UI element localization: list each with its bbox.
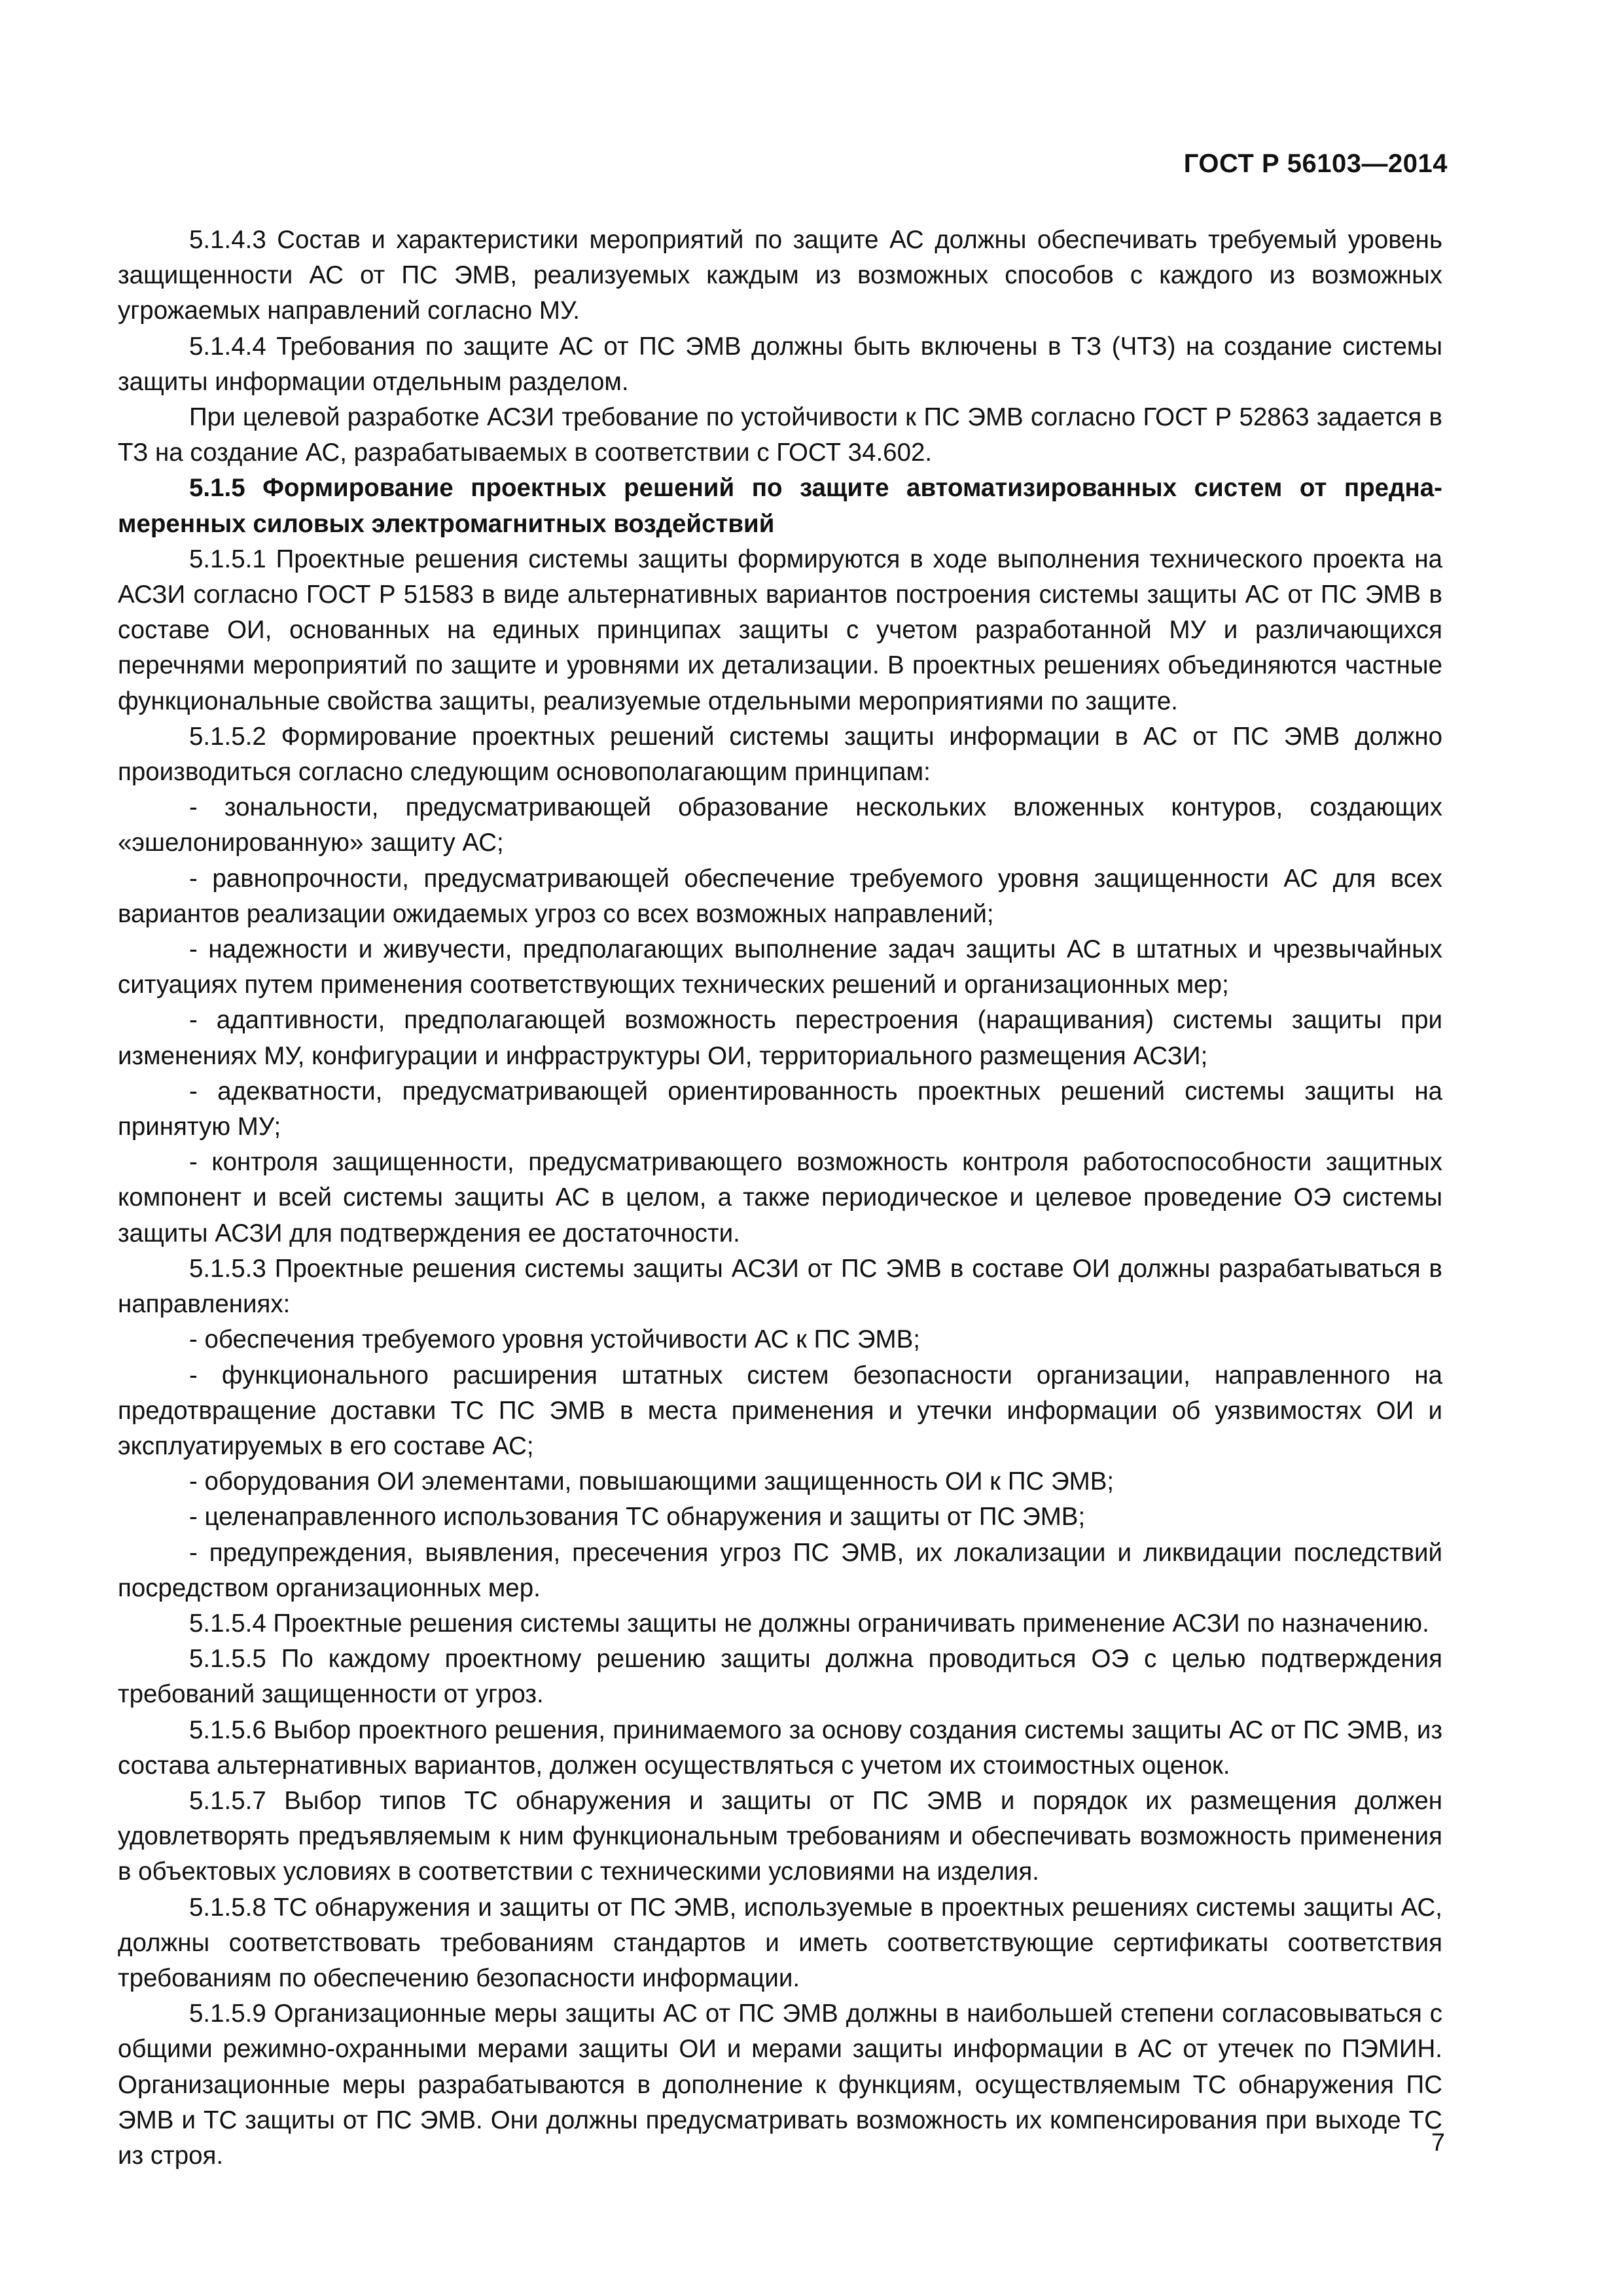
list-item-security-control: - контроля защищенности, предусматривающего возможность контроля работоспособности защитных компонент и всей системы защиты АС в целом, а также периодическое и целевое проведение ОЭ системы защиты АСЗИ для подтверждения ее достаточности. [118, 1148, 1442, 1247]
list-item-prevention: - предупреждения, выявления, пресечения угроз ПС ЭМВ, их локализации и ликвидации последствий посредством организационных мер. [118, 1538, 1442, 1602]
list-item-stability-level: - обеспечения требуемого уровня устойчивости АС к ПС ЭМВ; [189, 1325, 920, 1354]
paragraph-5-1-5-3: 5.1.5.3 Проектные решения системы защиты АСЗИ от ПС ЭМВ в составе ОИ должны разрабатываться в направлениях: [118, 1254, 1442, 1319]
list-item-reliability: - надежности и живучести, предполагающих выполнение задач защиты АС в штатных и чрезвычайных ситуациях путем применения соответствующих технических решений и организационных мер; [118, 935, 1442, 999]
list-item-adaptivity: - адаптивности, предполагающей возможность перестроения (наращивания) системы защиты при изменениях МУ, конфигурации и инфраструктуры ОИ, территориального размещения АСЗИ; [118, 1006, 1442, 1070]
paragraph-5-1-5-1: 5.1.5.1 Проектные решения системы защиты формируются в ходе выполнения технического проекта на АСЗИ согласно ГОСТ Р 51583 в виде альтернативных вариантов построения системы защиты АС от ПС ЭМВ в составе ОИ, основанных на единых принципах защиты с учетом разработанной МУ и различающихся перечнями мероприятий по защите и уровнями их детализации. В проектных решениях объединяются частные функциональные свойства защиты, реализуемые отдельными мероприятиями по защите. [118, 545, 1442, 715]
list-item-zonality: - зональности, предусматривающей образование нескольких вложенных контуров, создающих «эшелонированную» защиту АС; [118, 793, 1442, 857]
paragraph-5-1-5-9: 5.1.5.9 Организационные меры защиты АС от ПС ЭМВ должны в наибольшей степени согласовываться с общими режимно-охранными мерами защиты ОИ и мерами защиты информации в АС от утечек по ПЭМИН. Организационные меры разрабатываются в дополнение к функциям, осуществляемым ТС обнаружения ПС ЭМВ и ТС защиты от ПС ЭМВ. Они должны предусматривать возможность их компенсирования при выходе ТС из строя. [118, 2000, 1442, 2170]
document-code-header: ГОСТ Р 56103—2014 [1183, 149, 1448, 178]
page-number: 7 [1431, 2129, 1445, 2157]
list-item-adequacy: - адекватности, предусматривающей ориентированность проектных решений системы защиты на принятую МУ; [118, 1077, 1442, 1141]
list-item-targeted-use: - целенаправленного использования ТС обнаружения и защиты от ПС ЭМВ; [189, 1503, 1086, 1532]
list-item-equal-strength: - равнопрочности, предусматривающей обеспечение требуемого уровня защищенности АС для всех вариантов реализации ожидаемых угроз со всех возможных направлений; [118, 864, 1442, 928]
paragraph-5-1-5-6: 5.1.5.6 Выбор проектного решения, принимаемого за основу создания системы защиты АС от ПС ЭМВ, из состава альтернативных вариантов, должен осуществляться с учетом их стоимостных оценок. [118, 1715, 1442, 1780]
section-heading-5-1-5: 5.1.5 Формирование проектных решений по защите автоматизированных систем от преднамеренных силовых электромагнитных воздействий [118, 474, 1442, 538]
paragraph-5-1-5-4: 5.1.5.4 Проектные решения системы защиты не должны ограничивать применение АСЗИ по назначению. [189, 1609, 1429, 1638]
document-body [118, 223, 1442, 2174]
paragraph-5-1-5-8: 5.1.5.8 ТС обнаружения и защиты от ПС ЭМВ, используемые в проектных решениях системы защиты АС, должны соответствовать требованиям стандартов и иметь соответствующие сертификаты соответствия требованиям по обеспечению безопасности информации. [118, 1893, 1442, 1992]
paragraph-5-1-4-4: 5.1.4.4 Требования по защите АС от ПС ЭМВ должны быть включены в ТЗ (ЧТЗ) на создание системы защиты информации отдельным разделом. [118, 332, 1442, 396]
paragraph-target-development: При целевой разработке АСЗИ требование по устойчивости к ПС ЭМВ согласно ГОСТ Р 52863 задается в ТЗ на создание АС, разрабатываемых в соответствии с ГОСТ 34.602. [118, 403, 1442, 467]
paragraph-5-1-5-5: 5.1.5.5 По каждому проектному решению защиты должна проводиться ОЭ с целью подтверждения требований защищенности от угроз. [118, 1645, 1442, 1709]
list-item-functional-extension: - функционального расширения штатных систем безопасности организации, направленного на предотвращение доставки ТС ПС ЭМВ в места применения и утечки информации об уязвимостях ОИ и эксплуатируемых в его составе АС; [118, 1361, 1442, 1460]
paragraph-5-1-5-7: 5.1.5.7 Выбор типов ТС обнаружения и защиты от ПС ЭМВ и порядок их размещения должен удовлетворять предъявляемым к ним функциональным требованиям и обеспечивать возможность применения в объектовых условиях в соответствии с техническими условиями на изделия. [118, 1786, 1442, 1886]
list-item-equipment: - оборудования ОИ элементами, повышающими защищенность ОИ к ПС ЭМВ; [189, 1467, 1115, 1496]
paragraph-5-1-4-3: 5.1.4.3 Состав и характеристики мероприятий по защите АС должны обеспечивать требуемый уровень защищенности АС от ПС ЭМВ, реализуемых каждым из возможных способов с каждого из возможных угрожаемых направлений согласно МУ. [118, 226, 1442, 325]
paragraph-5-1-5-2: 5.1.5.2 Формирование проектных решений системы защиты информации в АС от ПС ЭМВ должно производиться согласно следующим основополагающим принципам: [118, 722, 1442, 787]
